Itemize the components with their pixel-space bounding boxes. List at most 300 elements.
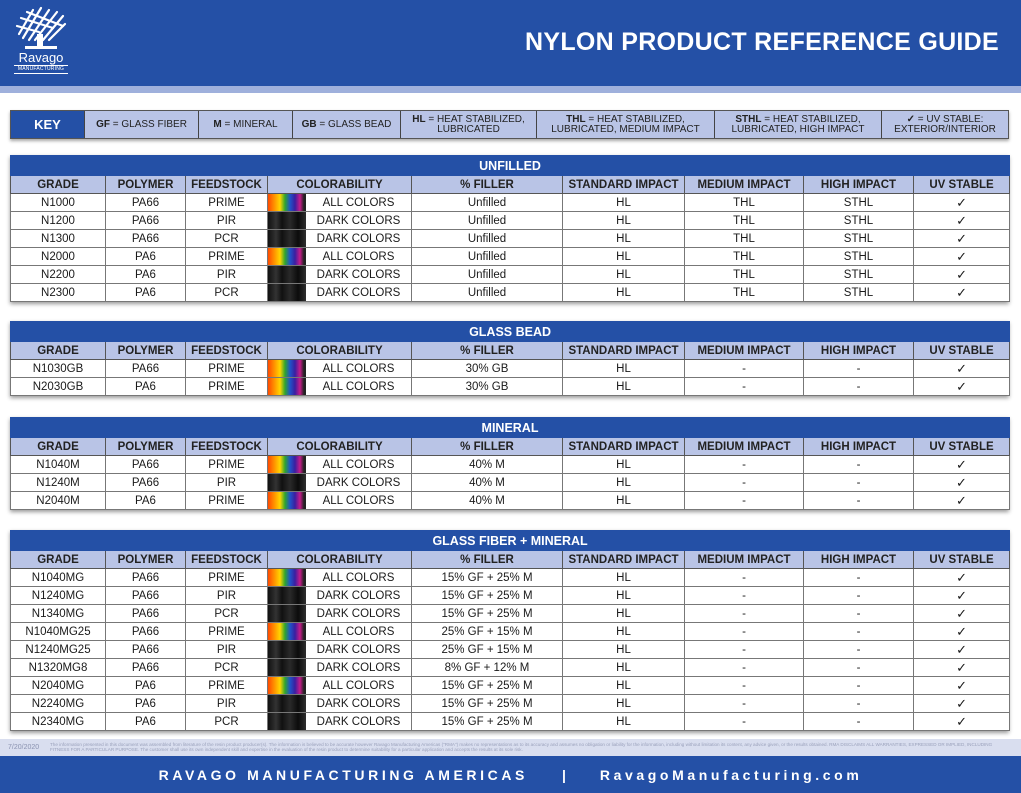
filler-header: % FILLER: [412, 176, 563, 194]
grade-cell: N2030GB: [11, 378, 106, 396]
uv-stable-header: UV STABLE: [914, 438, 1010, 456]
table-row: [11, 284, 1010, 302]
uv-stable-check-icon: [914, 378, 1010, 396]
filler-cell: 40% M: [412, 456, 563, 474]
grade-cell: N1000: [11, 194, 106, 212]
polymer-cell: PA6: [106, 677, 186, 695]
logo-subtitle: MANUFACTURING: [14, 65, 68, 74]
rainbow-swatch-icon: [268, 360, 306, 377]
colorability-cell: [268, 230, 412, 248]
colorability-label: ALL COLORS: [322, 679, 395, 692]
standard-impact-header: STANDARD IMPACT: [563, 438, 685, 456]
checkmark-icon: ✓: [956, 474, 967, 490]
high-cell: STHL: [804, 230, 914, 248]
footer-separator: |: [561, 766, 566, 783]
medium-cell: -: [685, 474, 804, 492]
grade-cell: N2340MG: [11, 713, 106, 731]
key-legend: [10, 110, 1009, 139]
rainbow-swatch-icon: [268, 378, 306, 395]
feedstock-header: FEEDSTOCK: [186, 551, 268, 569]
high-cell: -: [804, 713, 914, 731]
colorability-cell: [268, 492, 412, 510]
high-cell: -: [804, 569, 914, 587]
uv-stable-check-icon: [914, 569, 1010, 587]
feedstock-cell: PIR: [186, 641, 268, 659]
standard-cell: HL: [563, 378, 685, 396]
table-row: [11, 360, 1010, 378]
filler-cell: 15% GF + 25% M: [412, 569, 563, 587]
high-cell: -: [804, 623, 914, 641]
uv-stable-check-icon: [914, 266, 1010, 284]
medium-cell: -: [685, 360, 804, 378]
grade-cell: N1240M: [11, 474, 106, 492]
table-row: [11, 456, 1010, 474]
medium-cell: -: [685, 677, 804, 695]
polymer-cell: PA66: [106, 605, 186, 623]
grade-cell: N1200: [11, 212, 106, 230]
medium-cell: THL: [685, 194, 804, 212]
colorability-label: DARK COLORS: [316, 643, 401, 656]
grade-header: GRADE: [11, 176, 106, 194]
standard-cell: HL: [563, 212, 685, 230]
grade-cell: N2000: [11, 248, 106, 266]
checkmark-icon: ✓: [956, 284, 967, 300]
feedstock-cell: PRIME: [186, 623, 268, 641]
checkmark-icon: ✓: [956, 194, 967, 210]
key-item: M = MINERAL: [199, 111, 293, 138]
grade-cell: N1240MG: [11, 587, 106, 605]
uv-stable-check-icon: [914, 623, 1010, 641]
checkmark-icon: ✓: [956, 713, 968, 729]
table-row: [11, 713, 1010, 731]
polymer-cell: PA6: [106, 492, 186, 510]
standard-cell: HL: [563, 230, 685, 248]
checkmark-icon: ✓: [956, 360, 968, 376]
polymer-cell: PA66: [106, 587, 186, 605]
medium-impact-header: MEDIUM IMPACT: [685, 342, 804, 360]
medium-cell: THL: [685, 230, 804, 248]
polymer-cell: PA66: [106, 194, 186, 212]
section-title: UNFILLED: [11, 156, 1010, 176]
checkmark-icon: ✓: [956, 623, 968, 639]
rainbow-swatch-icon: [268, 677, 306, 694]
uv-stable-check-icon: [914, 456, 1010, 474]
colorability-label: DARK COLORS: [316, 286, 401, 299]
grade-cell: N2200: [11, 266, 106, 284]
filler-cell: 15% GF + 25% M: [412, 605, 563, 623]
standard-cell: HL: [563, 456, 685, 474]
ravago-logo: [10, 4, 72, 80]
feedstock-cell: PCR: [186, 713, 268, 731]
table-row: [11, 248, 1010, 266]
feedstock-cell: PIR: [186, 212, 268, 230]
grade-cell: N1300: [11, 230, 106, 248]
grade-cell: N2040MG: [11, 677, 106, 695]
colorability-cell: [268, 587, 412, 605]
table-row: [11, 474, 1010, 492]
high-cell: STHL: [804, 248, 914, 266]
medium-cell: -: [685, 713, 804, 731]
colorability-label: DARK COLORS: [316, 715, 401, 728]
uv-stable-header: UV STABLE: [914, 176, 1010, 194]
standard-cell: HL: [563, 284, 685, 302]
standard-cell: HL: [563, 194, 685, 212]
colorability-cell: [268, 569, 412, 587]
colorability-cell: [268, 266, 412, 284]
filler-cell: 25% GF + 15% M: [412, 623, 563, 641]
colorability-cell: [268, 677, 412, 695]
table-row: [11, 587, 1010, 605]
dark-swatch-icon: [268, 713, 306, 730]
filler-cell: 40% M: [412, 492, 563, 510]
dark-swatch-icon: [268, 474, 306, 491]
feedstock-cell: PRIME: [186, 492, 268, 510]
high-impact-header: HIGH IMPACT: [804, 551, 914, 569]
section-title: GLASS FIBER + MINERAL: [11, 531, 1010, 551]
product-table: [10, 417, 1010, 510]
high-cell: STHL: [804, 266, 914, 284]
filler-header: % FILLER: [412, 438, 563, 456]
uv-stable-check-icon: [914, 194, 1010, 212]
colorability-cell: [268, 212, 412, 230]
uv-stable-check-icon: [914, 492, 1010, 510]
checkmark-icon: ✓: [956, 641, 968, 657]
polymer-cell: PA6: [106, 266, 186, 284]
medium-cell: -: [685, 456, 804, 474]
table-row: [11, 695, 1010, 713]
feedstock-cell: PRIME: [186, 378, 268, 396]
standard-cell: HL: [563, 605, 685, 623]
column-header-row: [11, 551, 1010, 569]
checkmark-icon: ✓: [956, 569, 968, 585]
standard-cell: HL: [563, 360, 685, 378]
checkmark-icon: ✓: [956, 378, 968, 394]
colorability-label: DARK COLORS: [316, 607, 401, 620]
high-impact-header: HIGH IMPACT: [804, 176, 914, 194]
grade-header: GRADE: [11, 438, 106, 456]
uv-stable-check-icon: [914, 360, 1010, 378]
table-row: [11, 194, 1010, 212]
medium-cell: -: [685, 623, 804, 641]
uv-stable-check-icon: [914, 284, 1010, 302]
grade-cell: N2240MG: [11, 695, 106, 713]
colorability-label: DARK COLORS: [316, 476, 401, 489]
filler-cell: Unfilled: [412, 284, 563, 302]
colorability-header: COLORABILITY: [268, 342, 412, 360]
standard-cell: HL: [563, 713, 685, 731]
filler-cell: 30% GB: [412, 360, 563, 378]
grade-cell: N1040MG: [11, 569, 106, 587]
standard-cell: HL: [563, 266, 685, 284]
colorability-cell: [268, 605, 412, 623]
medium-cell: THL: [685, 266, 804, 284]
grade-cell: N1240MG25: [11, 641, 106, 659]
medium-impact-header: MEDIUM IMPACT: [685, 176, 804, 194]
feedstock-cell: PRIME: [186, 194, 268, 212]
table-row: [11, 266, 1010, 284]
colorability-label: DARK COLORS: [316, 232, 401, 245]
filler-cell: Unfilled: [412, 194, 563, 212]
standard-impact-header: STANDARD IMPACT: [563, 551, 685, 569]
standard-cell: HL: [563, 474, 685, 492]
feedstock-cell: PCR: [186, 659, 268, 677]
checkmark-icon: ✓: [956, 212, 967, 228]
filler-cell: 25% GF + 15% M: [412, 641, 563, 659]
high-impact-header: HIGH IMPACT: [804, 438, 914, 456]
filler-cell: Unfilled: [412, 248, 563, 266]
colorability-cell: [268, 659, 412, 677]
colorability-cell: [268, 695, 412, 713]
table-row: [11, 605, 1010, 623]
polymer-cell: PA66: [106, 659, 186, 677]
feedstock-cell: PIR: [186, 695, 268, 713]
polymer-cell: PA66: [106, 456, 186, 474]
polymer-header: POLYMER: [106, 176, 186, 194]
filler-header: % FILLER: [412, 551, 563, 569]
high-cell: -: [804, 677, 914, 695]
medium-cell: -: [685, 587, 804, 605]
uv-stable-check-icon: [914, 659, 1010, 677]
filler-cell: 15% GF + 25% M: [412, 677, 563, 695]
feedstock-cell: PIR: [186, 474, 268, 492]
colorability-label: ALL COLORS: [322, 362, 395, 375]
rainbow-swatch-icon: [268, 569, 306, 586]
filler-cell: Unfilled: [412, 230, 563, 248]
key-item: GF = GLASS FIBER: [85, 111, 199, 138]
checkmark-icon: ✓: [956, 266, 967, 282]
filler-cell: 15% GF + 25% M: [412, 713, 563, 731]
grade-cell: N1040MG25: [11, 623, 106, 641]
filler-cell: 15% GF + 25% M: [412, 587, 563, 605]
feedstock-header: FEEDSTOCK: [186, 438, 268, 456]
product-table: [10, 155, 1010, 302]
high-cell: -: [804, 456, 914, 474]
colorability-cell: [268, 378, 412, 396]
checkmark-icon: ✓: [956, 230, 967, 246]
medium-cell: -: [685, 569, 804, 587]
table-row: [11, 623, 1010, 641]
key-title: KEY: [11, 111, 85, 138]
grade-cell: N1320MG8: [11, 659, 106, 677]
table-row: [11, 569, 1010, 587]
medium-cell: -: [685, 659, 804, 677]
checkmark-icon: ✓: [956, 456, 967, 472]
section-title: MINERAL: [11, 418, 1010, 438]
key-item: HL = HEAT STABILIZED, LUBRICATED: [401, 111, 537, 138]
footer-company: RAVAGO MANUFACTURING AMERICAS: [158, 766, 528, 783]
dark-swatch-icon: [268, 695, 306, 712]
polymer-cell: PA66: [106, 474, 186, 492]
uv-stable-header: UV STABLE: [914, 551, 1010, 569]
colorability-cell: [268, 474, 412, 492]
high-cell: -: [804, 605, 914, 623]
column-header-row: [11, 438, 1010, 456]
standard-impact-header: STANDARD IMPACT: [563, 176, 685, 194]
colorability-cell: [268, 713, 412, 731]
polymer-cell: PA6: [106, 378, 186, 396]
footer-website-link[interactable]: RavagoManufacturing.com: [599, 766, 863, 783]
page-header: [0, 0, 1021, 86]
standard-cell: HL: [563, 659, 685, 677]
feedstock-cell: PRIME: [186, 248, 268, 266]
medium-cell: -: [685, 641, 804, 659]
product-table: [10, 321, 1010, 396]
filler-header: % FILLER: [412, 342, 563, 360]
checkmark-icon: ✓: [956, 605, 968, 621]
high-cell: -: [804, 360, 914, 378]
colorability-label: DARK COLORS: [316, 697, 401, 710]
colorability-cell: [268, 456, 412, 474]
polymer-cell: PA66: [106, 230, 186, 248]
polymer-cell: PA66: [106, 641, 186, 659]
polymer-cell: PA66: [106, 212, 186, 230]
medium-cell: -: [685, 492, 804, 510]
medium-cell: -: [685, 378, 804, 396]
logo-brand: Ravago: [18, 50, 64, 65]
medium-cell: THL: [685, 212, 804, 230]
colorability-label: DARK COLORS: [316, 589, 401, 602]
grade-cell: N1040M: [11, 456, 106, 474]
high-cell: STHL: [804, 212, 914, 230]
feedstock-cell: PRIME: [186, 456, 268, 474]
filler-cell: 15% GF + 25% M: [412, 695, 563, 713]
rainbow-swatch-icon: [268, 248, 306, 265]
uv-stable-check-icon: [914, 230, 1010, 248]
key-item: THL = HEAT STABILIZED, LUBRICATED, MEDIUM IMPACT: [537, 111, 715, 138]
page-title: NYLON PRODUCT REFERENCE GUIDE: [524, 28, 999, 56]
medium-cell: -: [685, 695, 804, 713]
colorability-cell: [268, 641, 412, 659]
high-cell: STHL: [804, 194, 914, 212]
disclaimer-bar: [0, 739, 1021, 756]
table-row: [11, 492, 1010, 510]
uv-stable-header: UV STABLE: [914, 342, 1010, 360]
rainbow-swatch-icon: [268, 456, 306, 473]
feedstock-cell: PCR: [186, 230, 268, 248]
colorability-cell: [268, 623, 412, 641]
page-footer: [0, 756, 1021, 793]
colorability-header: COLORABILITY: [268, 551, 412, 569]
colorability-header: COLORABILITY: [268, 438, 412, 456]
standard-cell: HL: [563, 587, 685, 605]
table-row: [11, 641, 1010, 659]
uv-stable-check-icon: [914, 713, 1010, 731]
high-cell: -: [804, 695, 914, 713]
dark-swatch-icon: [268, 605, 306, 622]
dark-swatch-icon: [268, 641, 306, 658]
header-stripe: [0, 86, 1021, 93]
column-header-row: [11, 342, 1010, 360]
polymer-header: POLYMER: [106, 438, 186, 456]
table-row: [11, 212, 1010, 230]
polymer-header: POLYMER: [106, 551, 186, 569]
medium-impact-header: MEDIUM IMPACT: [685, 551, 804, 569]
colorability-label: DARK COLORS: [316, 214, 401, 227]
section-glass-fiber-mineral: [10, 530, 1009, 731]
feedstock-cell: PRIME: [186, 677, 268, 695]
high-cell: -: [804, 492, 914, 510]
polymer-cell: PA66: [106, 360, 186, 378]
checkmark-icon: ✓: [956, 492, 967, 508]
medium-cell: -: [685, 605, 804, 623]
polymer-cell: PA6: [106, 695, 186, 713]
colorability-label: ALL COLORS: [322, 196, 395, 209]
colorability-label: ALL COLORS: [322, 458, 395, 471]
key-item: STHL = HEAT STABILIZED, LUBRICATED, HIGH IMPACT: [715, 111, 882, 138]
polymer-cell: PA66: [106, 569, 186, 587]
uv-stable-check-icon: [914, 677, 1010, 695]
colorability-cell: [268, 360, 412, 378]
checkmark-icon: ✓: [956, 659, 968, 675]
feedstock-cell: PIR: [186, 587, 268, 605]
colorability-label: ALL COLORS: [322, 571, 395, 584]
polymer-cell: PA6: [106, 713, 186, 731]
dark-swatch-icon: [268, 659, 306, 676]
colorability-cell: [268, 194, 412, 212]
dark-swatch-icon: [268, 212, 306, 229]
polymer-cell: PA6: [106, 248, 186, 266]
filler-cell: Unfilled: [412, 212, 563, 230]
standard-cell: HL: [563, 248, 685, 266]
high-cell: -: [804, 378, 914, 396]
high-cell: -: [804, 474, 914, 492]
dark-swatch-icon: [268, 587, 306, 604]
standard-cell: HL: [563, 569, 685, 587]
standard-cell: HL: [563, 695, 685, 713]
uv-stable-check-icon: [914, 605, 1010, 623]
uv-stable-check-icon: [914, 587, 1010, 605]
uv-stable-check-icon: [914, 474, 1010, 492]
feedstock-cell: PCR: [186, 284, 268, 302]
polymer-cell: PA6: [106, 284, 186, 302]
filler-cell: 8% GF + 12% M: [412, 659, 563, 677]
section-unfilled: [10, 155, 1009, 302]
colorability-cell: [268, 284, 412, 302]
rainbow-swatch-icon: [268, 623, 306, 640]
feedstock-cell: PIR: [186, 266, 268, 284]
standard-impact-header: STANDARD IMPACT: [563, 342, 685, 360]
dark-swatch-icon: [268, 284, 306, 301]
section-title: GLASS BEAD: [11, 322, 1010, 342]
checkmark-icon: ✓: [956, 677, 968, 693]
grade-header: GRADE: [11, 342, 106, 360]
table-row: [11, 378, 1010, 396]
document-date: 7/20/2020: [8, 744, 40, 751]
medium-impact-header: MEDIUM IMPACT: [685, 438, 804, 456]
feedstock-header: FEEDSTOCK: [186, 176, 268, 194]
rainbow-swatch-icon: [268, 492, 306, 509]
table-row: [11, 677, 1010, 695]
key-item: GB = GLASS BEAD: [293, 111, 401, 138]
uv-stable-check-icon: [914, 212, 1010, 230]
filler-cell: 30% GB: [412, 378, 563, 396]
feedstock-cell: PRIME: [186, 569, 268, 587]
filler-cell: 40% M: [412, 474, 563, 492]
standard-cell: HL: [563, 641, 685, 659]
colorability-label: DARK COLORS: [316, 661, 401, 674]
grade-cell: N2300: [11, 284, 106, 302]
standard-cell: HL: [563, 492, 685, 510]
uv-stable-check-icon: [914, 248, 1010, 266]
filler-cell: Unfilled: [412, 266, 563, 284]
product-table: [10, 530, 1010, 731]
dark-swatch-icon: [268, 266, 306, 283]
disclaimer-text: The information presented in this document was assembled from literature of the resin product producer(s). The information is believed to be accurate however Ravago Manufacturing Americas ("RMA") makes no representations as to its accuracy and assumes no obligation or liability for the information, including without limitation its content, any advice given, or the results obtained. RMA DISCLAIMS ALL WARRANTIES, EXPRESSED OR IMPLIED, INCLUDING FITNESS FOR A PARTICULAR PURPOSE. The customer shall use its own independent skill and expertise in the evaluation of the resin product to determine suitability for a particular application and accepts the results at its sole risk.: [50, 741, 993, 752]
column-header-row: [11, 176, 1010, 194]
polymer-header: POLYMER: [106, 342, 186, 360]
colorability-label: ALL COLORS: [322, 625, 395, 638]
high-impact-header: HIGH IMPACT: [804, 342, 914, 360]
